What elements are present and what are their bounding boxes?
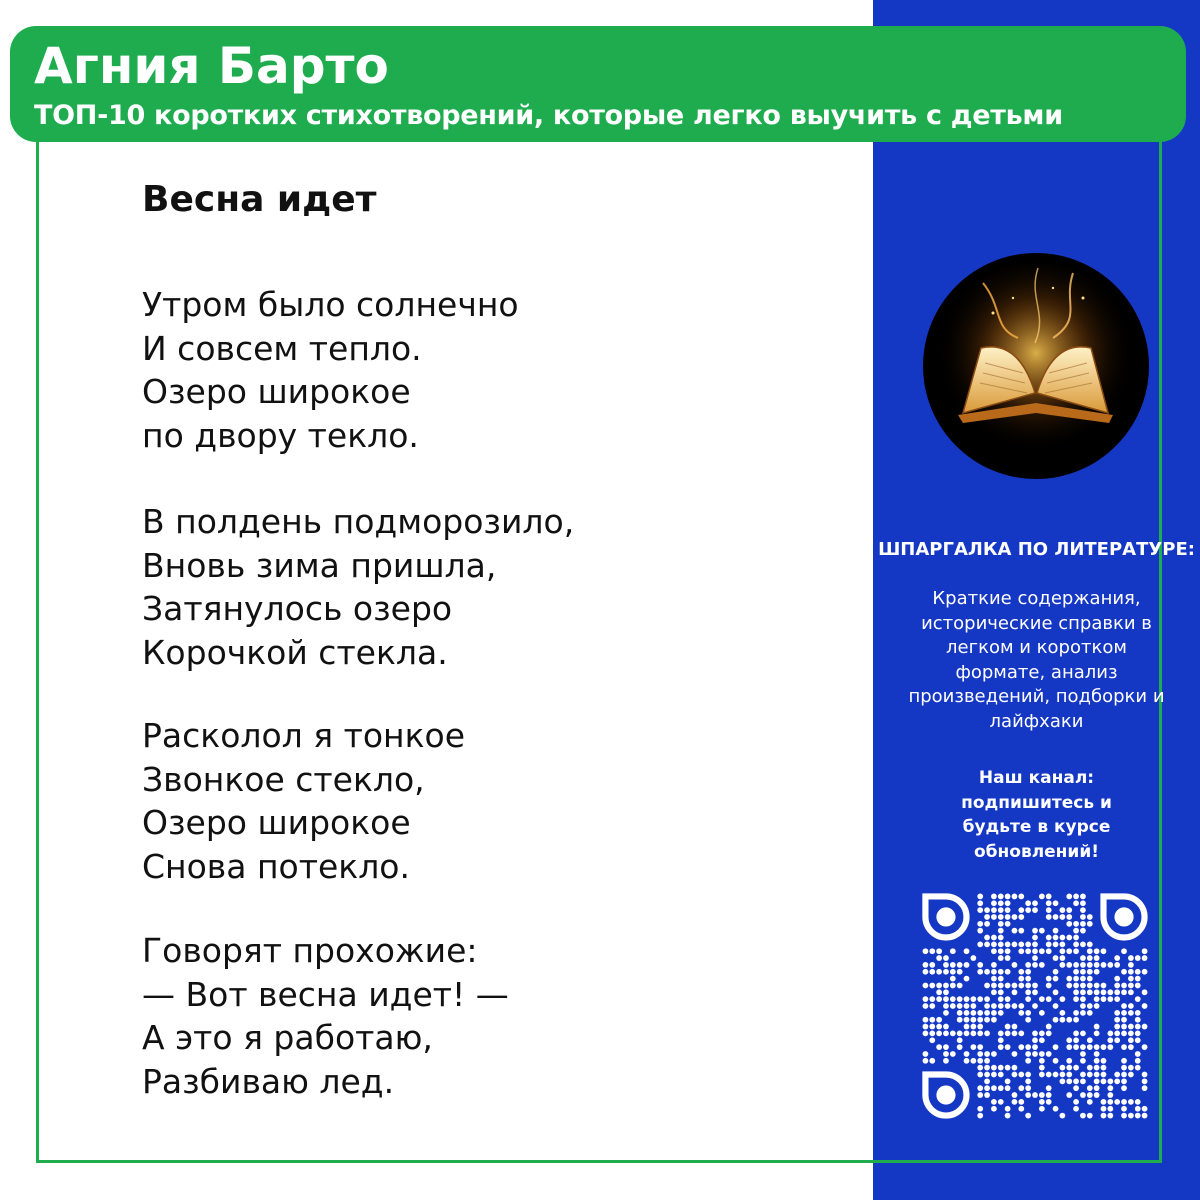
- poem-title: Весна идет: [142, 179, 377, 220]
- poem-line: Затянулось озеро: [142, 589, 453, 628]
- page-title: Агния Барто: [34, 37, 389, 95]
- poem-line: И совсем тепло.: [142, 328, 422, 368]
- open-book-icon: [923, 253, 1149, 479]
- poem-line: Вновь зима пришла,: [142, 545, 497, 585]
- promo-title: ШПАРГАЛКА ПО ЛИТЕРАТУРЕ:: [878, 539, 1195, 560]
- poem-line: Корочкой стекла.: [142, 632, 448, 672]
- poem-stanza: [142, 283, 519, 457]
- poem-line: Разбиваю лед.: [142, 1061, 395, 1101]
- poem-line: по двору текло.: [142, 415, 419, 455]
- poem-line: А это я работаю,: [142, 1018, 433, 1057]
- poem-stanza: [142, 714, 465, 888]
- poem-line: — Вот весна идет! —: [142, 974, 509, 1014]
- poem-line: Снова потекло.: [142, 846, 410, 886]
- page-subtitle: ТОП-10 коротких стихотворений, которые легко выучить с детьми: [34, 100, 1063, 131]
- header-banner: [10, 26, 1186, 142]
- poem-line: Утром было солнечно: [142, 285, 519, 324]
- poem-stanza: [142, 500, 574, 674]
- poem-line: Говорят прохожие:: [142, 931, 478, 970]
- poem-line: Озеро широкое: [142, 372, 411, 411]
- qr-code-icon[interactable]: [922, 893, 1148, 1119]
- poem-stanza: [142, 929, 509, 1103]
- poem-line: Звонкое стекло,: [142, 759, 425, 799]
- promo-description: Краткие содержания, исторические справки в легком и коротком формате, анализ произведений, подборки и лайфхаки: [908, 588, 1165, 732]
- poem-line: Озеро широкое: [142, 803, 411, 842]
- subscribe-call-to-action: Наш канал: подпишитесь и будьте в курсе обновлений!: [961, 768, 1112, 862]
- poem-line: Расколол я тонкое: [142, 716, 466, 755]
- poem-line: В полдень подморозило,: [142, 502, 575, 541]
